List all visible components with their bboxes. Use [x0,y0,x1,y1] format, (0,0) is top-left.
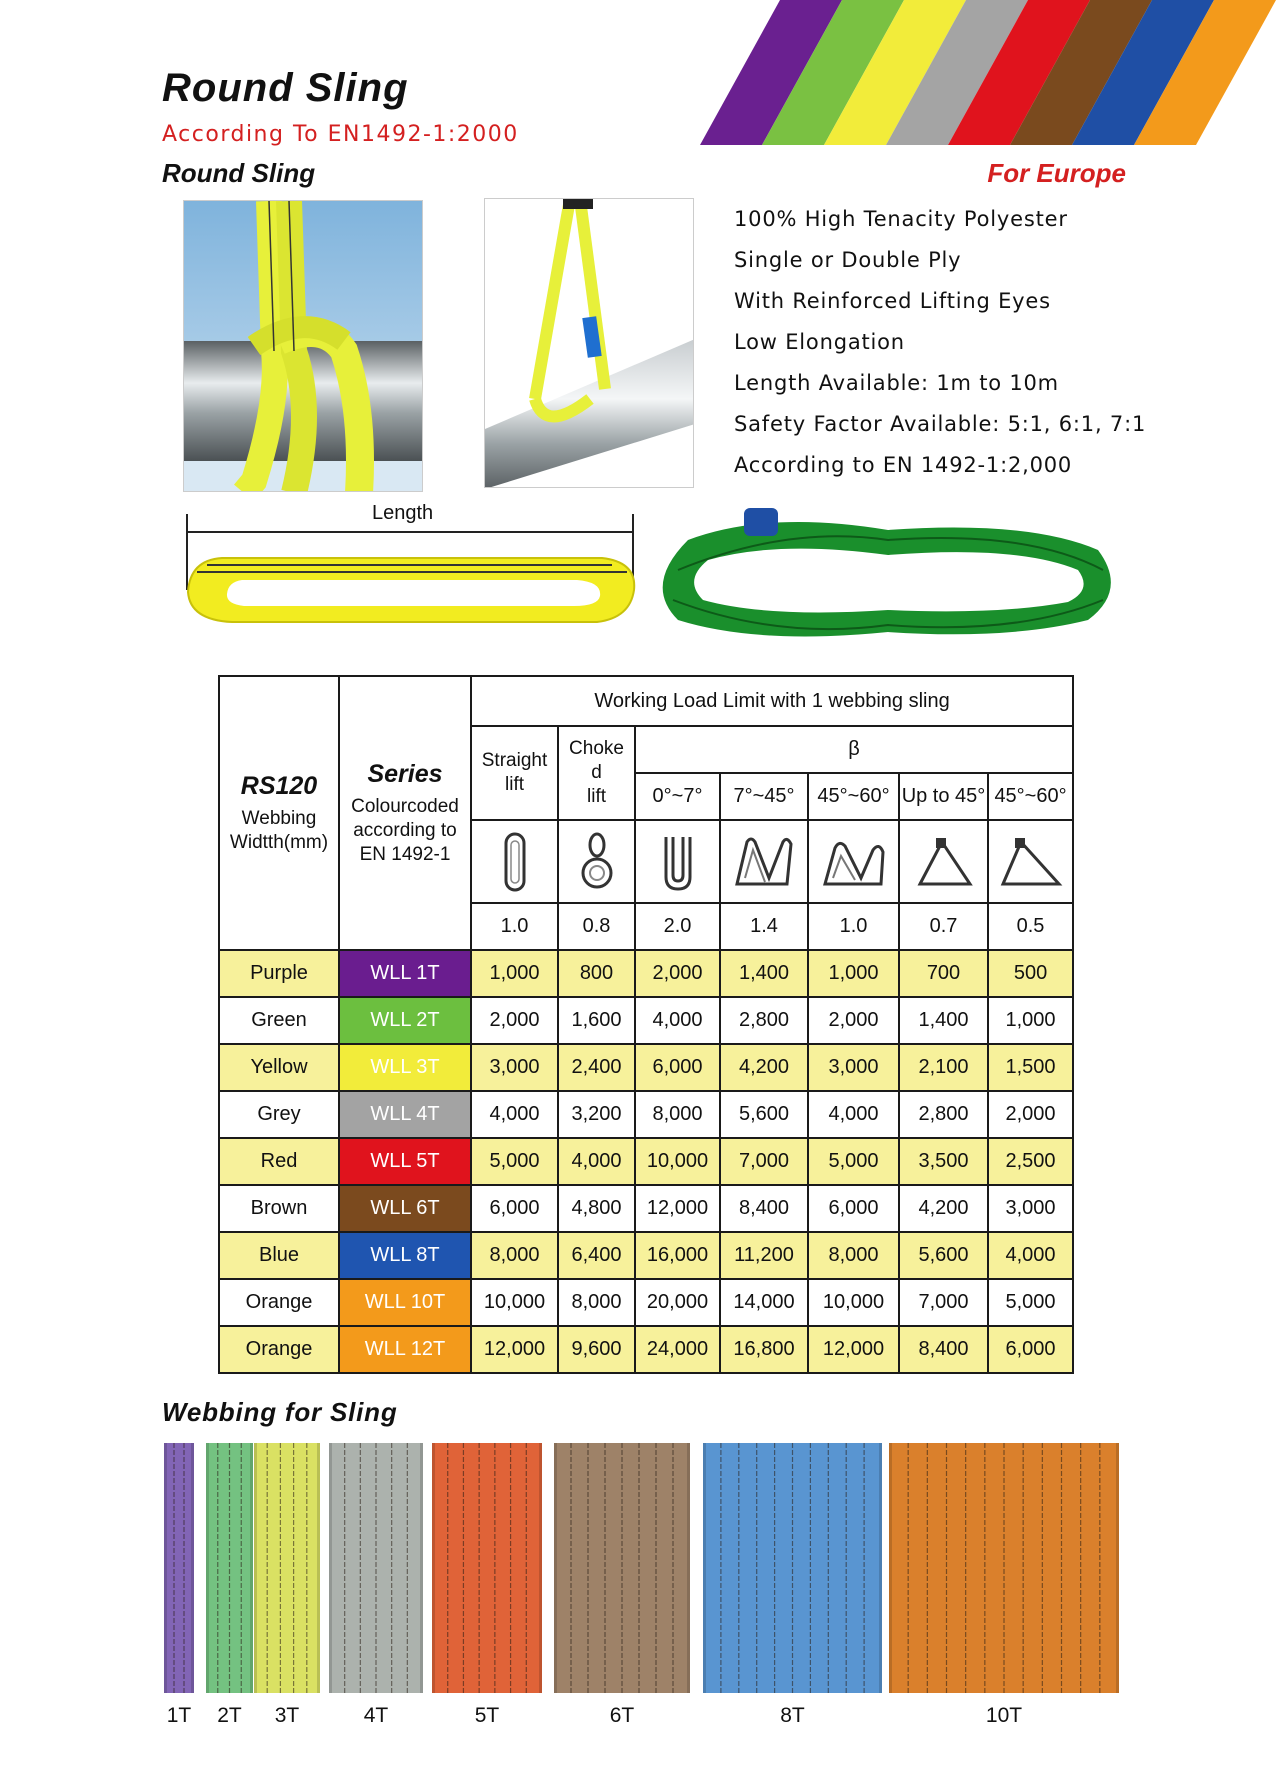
webbing-swatch [703,1443,882,1693]
colour-name-cell: Red [219,1138,339,1185]
webbing-label: 10T [985,1704,1023,1727]
webbing-swatch [254,1443,320,1693]
load-value-cell: 5,000 [471,1138,558,1185]
standard-subtitle: According To EN1492-1:2000 [162,122,519,147]
load-value-cell: 6,000 [471,1185,558,1232]
feature-item: Safety Factor Available: 5:1, 6:1, 7:1 [734,412,1147,436]
load-value-cell: 10,000 [471,1279,558,1326]
series-header [339,676,471,950]
straight-lift-header [471,726,558,820]
section-heading: Round Sling [162,158,316,188]
load-value-cell: 2,800 [720,997,808,1044]
wll-code-cell: WLL 3T [339,1044,471,1091]
load-value-cell: 4,200 [899,1185,988,1232]
load-value-cell: 9,600 [558,1326,635,1373]
length-label: Length [372,502,434,524]
load-value-cell: 8,000 [558,1279,635,1326]
load-value-cell: 2,100 [899,1044,988,1091]
feature-item: Length Available: 1m to 10m [734,371,1059,395]
webbing-label: 5T [474,1704,500,1727]
load-value-cell: 1,400 [899,997,988,1044]
load-value-cell: 8,400 [899,1326,988,1373]
width-label-2: Widtth(mm) [229,831,329,853]
rs120-title: RS120 [240,771,318,800]
load-value-cell: 16,000 [635,1232,720,1279]
colour-name-cell: Orange [219,1326,339,1373]
wll-code-cell: WLL 6T [339,1185,471,1232]
width-header [219,676,339,950]
table-row [219,1232,1073,1279]
colour-name-cell: Brown [219,1185,339,1232]
load-value-cell: 10,000 [808,1279,899,1326]
load-value-cell: 4,000 [558,1138,635,1185]
webbing-label: 8T [780,1704,805,1727]
wll-code-cell: WLL 2T [339,997,471,1044]
triangle-45-60-icon [988,820,1073,903]
straight-lift-icon [471,820,558,903]
angle-header: 45°~60° [988,773,1073,820]
page-title: Round Sling [162,66,409,110]
series-label-1: Colourcoded [351,795,459,817]
load-value-cell: 5,000 [808,1138,899,1185]
load-value-cell: 4,000 [471,1091,558,1138]
straight-lift-label-2: lift [505,774,524,795]
feature-item: With Reinforced Lifting Eyes [734,289,1051,313]
wll-code-cell: WLL 5T [339,1138,471,1185]
webbing-label: 4T [363,1704,389,1727]
load-value-cell: 3,000 [988,1185,1073,1232]
choked-lift-label-2: d [591,762,602,783]
wll-code-cell: WLL 1T [339,950,471,997]
load-value-cell: 700 [899,950,988,997]
load-value-cell: 4,000 [808,1091,899,1138]
load-value-cell: 1,000 [988,997,1073,1044]
load-value-cell: 2,000 [988,1091,1073,1138]
load-value-cell: 3,500 [899,1138,988,1185]
color-stripes-banner [700,0,1276,145]
load-value-cell: 1,600 [558,997,635,1044]
webbing-label: 6T [609,1704,635,1727]
load-value-cell: 5,600 [899,1232,988,1279]
load-value-cell: 20,000 [635,1279,720,1326]
wll-code-cell: WLL 8T [339,1232,471,1279]
load-value-cell: 6,000 [808,1185,899,1232]
sling-lifting-pipe-photo [484,198,694,488]
factor-cell: 0.5 [988,903,1073,950]
load-value-cell: 1,000 [808,950,899,997]
webbing-swatch [554,1443,690,1693]
choked-lift-label-3: lift [587,786,606,807]
series-label-3: EN 1492-1 [359,843,451,865]
webbing-swatch [329,1443,423,1693]
load-value-cell: 2,000 [635,950,720,997]
wll-code-cell: WLL 4T [339,1091,471,1138]
load-value-cell: 5,600 [720,1091,808,1138]
load-value-cell: 12,000 [635,1185,720,1232]
webbing-label: 1T [166,1704,192,1727]
factor-cell: 2.0 [635,903,720,950]
basket-45-60-icon [808,820,899,903]
load-value-cell: 1,000 [471,950,558,997]
table-row [219,1044,1073,1091]
angle-header: 0°~7° [635,773,720,820]
wll-code-cell: WLL 10T [339,1279,471,1326]
load-value-cell: 4,000 [635,997,720,1044]
straight-lift-label-1: Straight [481,750,548,771]
load-value-cell: 4,800 [558,1185,635,1232]
colour-name-cell: Yellow [219,1044,339,1091]
colour-name-cell: Purple [219,950,339,997]
table-row [219,1138,1073,1185]
choked-lift-label-1: Choke [569,738,624,759]
table-row [219,950,1073,997]
sling-on-pipe-photo [183,200,423,492]
load-value-cell: 1,500 [988,1044,1073,1091]
table-row [219,1326,1073,1373]
load-value-cell: 1,400 [720,950,808,997]
table-row [219,997,1073,1044]
load-value-cell: 8,000 [635,1091,720,1138]
series-label-2: according to [353,819,457,841]
factor-cell: 0.7 [899,903,988,950]
basket-vertical-icon [635,820,720,903]
angle-header: Up to 45° [899,773,988,820]
factor-cell: 0.8 [558,903,635,950]
load-value-cell: 2,000 [808,997,899,1044]
load-value-cell: 2,400 [558,1044,635,1091]
load-value-cell: 800 [558,950,635,997]
colour-name-cell: Orange [219,1279,339,1326]
webbing-swatch [432,1443,542,1693]
load-value-cell: 10,000 [635,1138,720,1185]
load-value-cell: 4,000 [988,1232,1073,1279]
triangle-up-to-45-icon [899,820,988,903]
load-value-cell: 7,000 [720,1138,808,1185]
load-value-cell: 6,000 [988,1326,1073,1373]
load-value-cell: 500 [988,950,1073,997]
angle-header: 7°~45° [720,773,808,820]
load-value-cell: 14,000 [720,1279,808,1326]
wll-code-cell: WLL 12T [339,1326,471,1373]
load-value-cell: 2,000 [471,997,558,1044]
colour-name-cell: Green [219,997,339,1044]
webbing-title: Webbing for Sling [162,1397,398,1427]
webbing-swatch [889,1443,1119,1693]
load-value-cell: 2,800 [899,1091,988,1138]
series-title: Series [367,759,443,788]
load-value-cell: 6,000 [635,1044,720,1091]
factor-cell: 1.0 [471,903,558,950]
width-label-1: Webbing [241,807,317,829]
webbing-swatch [164,1443,194,1693]
angle-header: 45°~60° [808,773,899,820]
load-value-cell: 8,000 [471,1232,558,1279]
feature-item: According to EN 1492-1:2,000 [734,453,1073,477]
load-value-cell: 2,500 [988,1138,1073,1185]
feature-item: Low Elongation [734,330,905,354]
load-value-cell: 7,000 [899,1279,988,1326]
table-row [219,1279,1073,1326]
basket-7-45-icon [720,820,808,903]
load-value-cell: 5,000 [988,1279,1073,1326]
webbing-label: 3T [274,1704,300,1727]
load-value-cell: 3,000 [808,1044,899,1091]
webbing-label: 2T [217,1704,242,1727]
table-row [219,1185,1073,1232]
feature-list [734,204,1154,491]
load-value-cell: 3,000 [471,1044,558,1091]
colour-name-cell: Blue [219,1232,339,1279]
colour-name-cell: Grey [219,1091,339,1138]
choked-lift-header [558,726,635,820]
choked-lift-icon [558,820,635,903]
load-value-cell: 4,200 [720,1044,808,1091]
load-value-cell: 6,400 [558,1232,635,1279]
webbing-swatch [206,1443,253,1693]
load-value-cell: 12,000 [808,1326,899,1373]
beta-header: β [635,726,1073,773]
feature-item: 100% High Tenacity Polyester [734,207,1068,231]
wll-table [218,675,1074,1374]
wll-header: Working Load Limit with 1 webbing sling [471,676,1073,726]
green-round-sling-image [648,500,1122,650]
feature-item: Single or Double Ply [734,248,962,272]
load-value-cell: 3,200 [558,1091,635,1138]
load-value-cell: 8,400 [720,1185,808,1232]
load-value-cell: 12,000 [471,1326,558,1373]
table-row [219,1091,1073,1138]
factor-cell: 1.0 [808,903,899,950]
factor-cell: 1.4 [720,903,808,950]
load-value-cell: 24,000 [635,1326,720,1373]
load-value-cell: 16,800 [720,1326,808,1373]
region-label: For Europe [987,158,1126,188]
load-value-cell: 11,200 [720,1232,808,1279]
load-value-cell: 8,000 [808,1232,899,1279]
